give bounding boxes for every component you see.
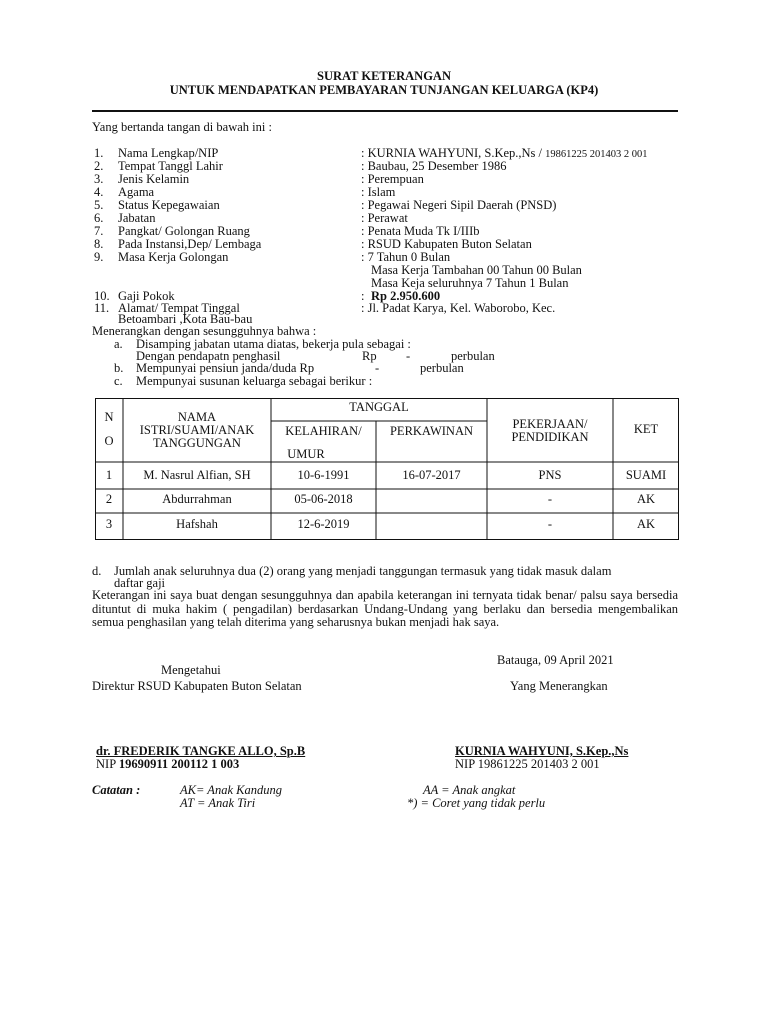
field-num: 4. <box>94 185 104 199</box>
document-subtitle: UNTUK MENDAPATKAN PEMBAYARAN TUNJANGAN KELUARGA (KP4) <box>169 83 599 97</box>
point-text: Mempunyai pensiun janda/duda Rp <box>136 361 315 375</box>
point-d-text: Jumlah anak seluruhnya dua (2) orang yang menjadi tanggungan termasuk yang tidak masuk dalam <box>114 564 612 578</box>
field-label: Gaji Pokok <box>118 289 175 303</box>
table-cell-ket: AK <box>636 517 656 531</box>
header-nama-1: NAMA <box>177 410 217 424</box>
left-sign-line1: Mengetahui <box>161 663 221 677</box>
point-dash: - <box>406 349 411 363</box>
note-at: AT = Anak Tiri <box>180 796 256 810</box>
field-num: 7. <box>94 224 104 238</box>
note-aa: AA = Anak angkat <box>423 783 516 797</box>
header-tanggal: TANGGAL <box>349 400 409 414</box>
family-table <box>95 398 679 540</box>
field-label: Alamat/ Tempat Tinggal <box>118 301 240 315</box>
document-title: SURAT KETERANGAN <box>317 69 451 83</box>
table-cell-kelahiran: 10-6-1991 <box>297 468 350 482</box>
header-kelahiran-2: UMUR <box>287 447 325 461</box>
point-dash: - <box>375 361 380 375</box>
field-value: : Perempuan <box>361 172 424 186</box>
field-value: : Baubau, 25 Desember 1986 <box>361 159 507 173</box>
table-cell-pekerjaan: - <box>547 492 553 506</box>
field-label: Agama <box>118 185 155 199</box>
point-text: Mempunyai susunan keluarga sebagai berikur : <box>136 374 373 388</box>
right-signer-nip: NIP 19861225 201403 2 001 <box>455 757 600 771</box>
table-cell-nama: Hafshah <box>176 517 218 531</box>
field-num: 6. <box>94 211 104 225</box>
table-cell-perkawinan: 16-07-2017 <box>402 468 461 482</box>
nip-label: NIP <box>96 757 116 771</box>
field-num: 11. <box>94 301 110 315</box>
note-coret: *) = Coret yang tidak perlu <box>407 796 546 810</box>
field-value: : Jl. Padat Karya, Kel. Waborobo, Kec. <box>361 301 556 315</box>
field-num: 10. <box>94 289 110 303</box>
field-colon: : <box>361 289 365 303</box>
field-label: Pangkat/ Golongan Ruang <box>118 224 250 238</box>
field-num: 9. <box>94 250 104 264</box>
notes-label: Catatan : <box>92 783 141 797</box>
point-rp: Rp <box>362 349 377 363</box>
field-value-main: : KURNIA WAHYUNI, S.Kep.,Ns / <box>361 146 546 160</box>
point-d-text-2: daftar gaji <box>114 576 166 590</box>
field-label: Tempat Tanggl Lahir <box>118 159 223 173</box>
table-cell-kelahiran: 12-6-2019 <box>297 517 350 531</box>
field-num: 2. <box>94 159 104 173</box>
table-cell-no: 2 <box>105 492 113 506</box>
point-text: Dengan pendapatn penghasil <box>136 349 281 363</box>
field-value: : Pegawai Negeri Sipil Daerah (PNSD) <box>361 198 557 212</box>
field-label: Masa Kerja Golongan <box>118 250 229 264</box>
point-letter: c. <box>114 374 123 388</box>
header-rule <box>92 110 678 112</box>
field-num: 1. <box>94 146 104 160</box>
left-signer-name: dr. FREDERIK TANGKE ALLO, Sp.B <box>96 744 306 758</box>
field-label: Status Kepegawaian <box>118 198 220 212</box>
alamat-continuation: Betoambari ,Kota Bau-bau <box>118 312 253 326</box>
place-date: Batauga, 09 April 2021 <box>497 653 614 667</box>
field-label: Jenis Kelamin <box>118 172 190 186</box>
field-label: Nama Lengkap/NIP <box>118 146 219 160</box>
header-nama-3: TANGGUNGAN <box>153 436 241 450</box>
point-per: perbulan <box>451 349 495 363</box>
statement-paragraph: Keterangan ini saya buat dengan sesungguhnya dan apabila keterangan ini ternyata tidak benar/ palsu saya bersedia dituntut di muka hakim ( pengadilan) berdasarkan Undang-Undang yang berlaku dan bersedia mengembalikan semua penghasilan yang telah diterima yang seharusnya bukan menjadi hak saya. <box>92 588 678 629</box>
header-pekerjaan-1: PEKERJAAN/ <box>512 417 588 431</box>
header-no-1: N <box>104 410 114 424</box>
point-letter: a. <box>114 337 123 351</box>
header-nama-2: ISTRI/SUAMI/ANAK <box>139 423 255 437</box>
table-cell-pekerjaan: - <box>547 517 553 531</box>
nip-number: 19690911 200112 1 003 <box>118 757 240 771</box>
field-label: Pada Instansi,Dep/ Lembaga <box>118 237 262 251</box>
field-label: Jabatan <box>118 211 156 225</box>
header-pekerjaan-2: PENDIDIKAN <box>511 430 589 444</box>
table-cell-ket: AK <box>636 492 656 506</box>
table-cell-nama: M. Nasrul Alfian, SH <box>143 468 251 482</box>
right-signer-name: KURNIA WAHYUNI, S.Kep.,Ns <box>455 744 629 758</box>
header-ket: KET <box>633 422 659 436</box>
left-sign-line2: Direktur RSUD Kabupaten Buton Selatan <box>92 679 302 693</box>
table-cell-kelahiran: 05-06-2018 <box>294 492 353 506</box>
field-value: : 7 Tahun 0 Bulan <box>361 250 451 264</box>
field-value: : Islam <box>361 185 396 199</box>
point-letter: b. <box>114 361 124 375</box>
header-kelahiran-1: KELAHIRAN/ <box>285 424 362 438</box>
field-value: : Perawat <box>361 211 408 225</box>
header-perkawinan: PERKAWINAN <box>389 424 474 438</box>
point-per: perbulan <box>420 361 464 375</box>
field-num: 8. <box>94 237 104 251</box>
field-num: 3. <box>94 172 104 186</box>
intro-text: Yang bertanda tangan di bawah ini : <box>92 120 272 134</box>
field-value: : RSUD Kabupaten Buton Selatan <box>361 237 532 251</box>
note-ak: AK= Anak Kandung <box>180 783 282 797</box>
table-cell-nama: Abdurrahman <box>162 492 232 506</box>
right-sign-line1: Yang Menerangkan <box>510 679 608 693</box>
menerangkan-text: Menerangkan dengan sesungguhnya bahwa : <box>92 324 317 338</box>
table-cell-no: 3 <box>105 517 113 531</box>
masa-kerja-seluruhnya: Masa Keja seluruhnya 7 Tahun 1 Bulan <box>371 276 569 290</box>
left-signer-nip <box>96 758 239 772</box>
table-cell-no: 1 <box>105 468 113 482</box>
masa-kerja-tambahan: Masa Kerja Tambahan 00 Tahun 00 Bulan <box>371 263 582 277</box>
field-value-nip: 19861225 201403 2 001 <box>545 149 648 160</box>
field-num: 5. <box>94 198 104 212</box>
point-letter: d. <box>92 564 102 578</box>
table-cell-pekerjaan: PNS <box>538 468 562 482</box>
field-value: : Penata Muda Tk I/IIIb <box>361 224 480 238</box>
point-text: Disamping jabatan utama diatas, bekerja pula sebagai : <box>136 337 411 351</box>
header-no-2: O <box>104 434 114 448</box>
table-cell-ket: SUAMI <box>625 468 667 482</box>
gaji-value: Rp 2.950.600 <box>371 289 441 303</box>
